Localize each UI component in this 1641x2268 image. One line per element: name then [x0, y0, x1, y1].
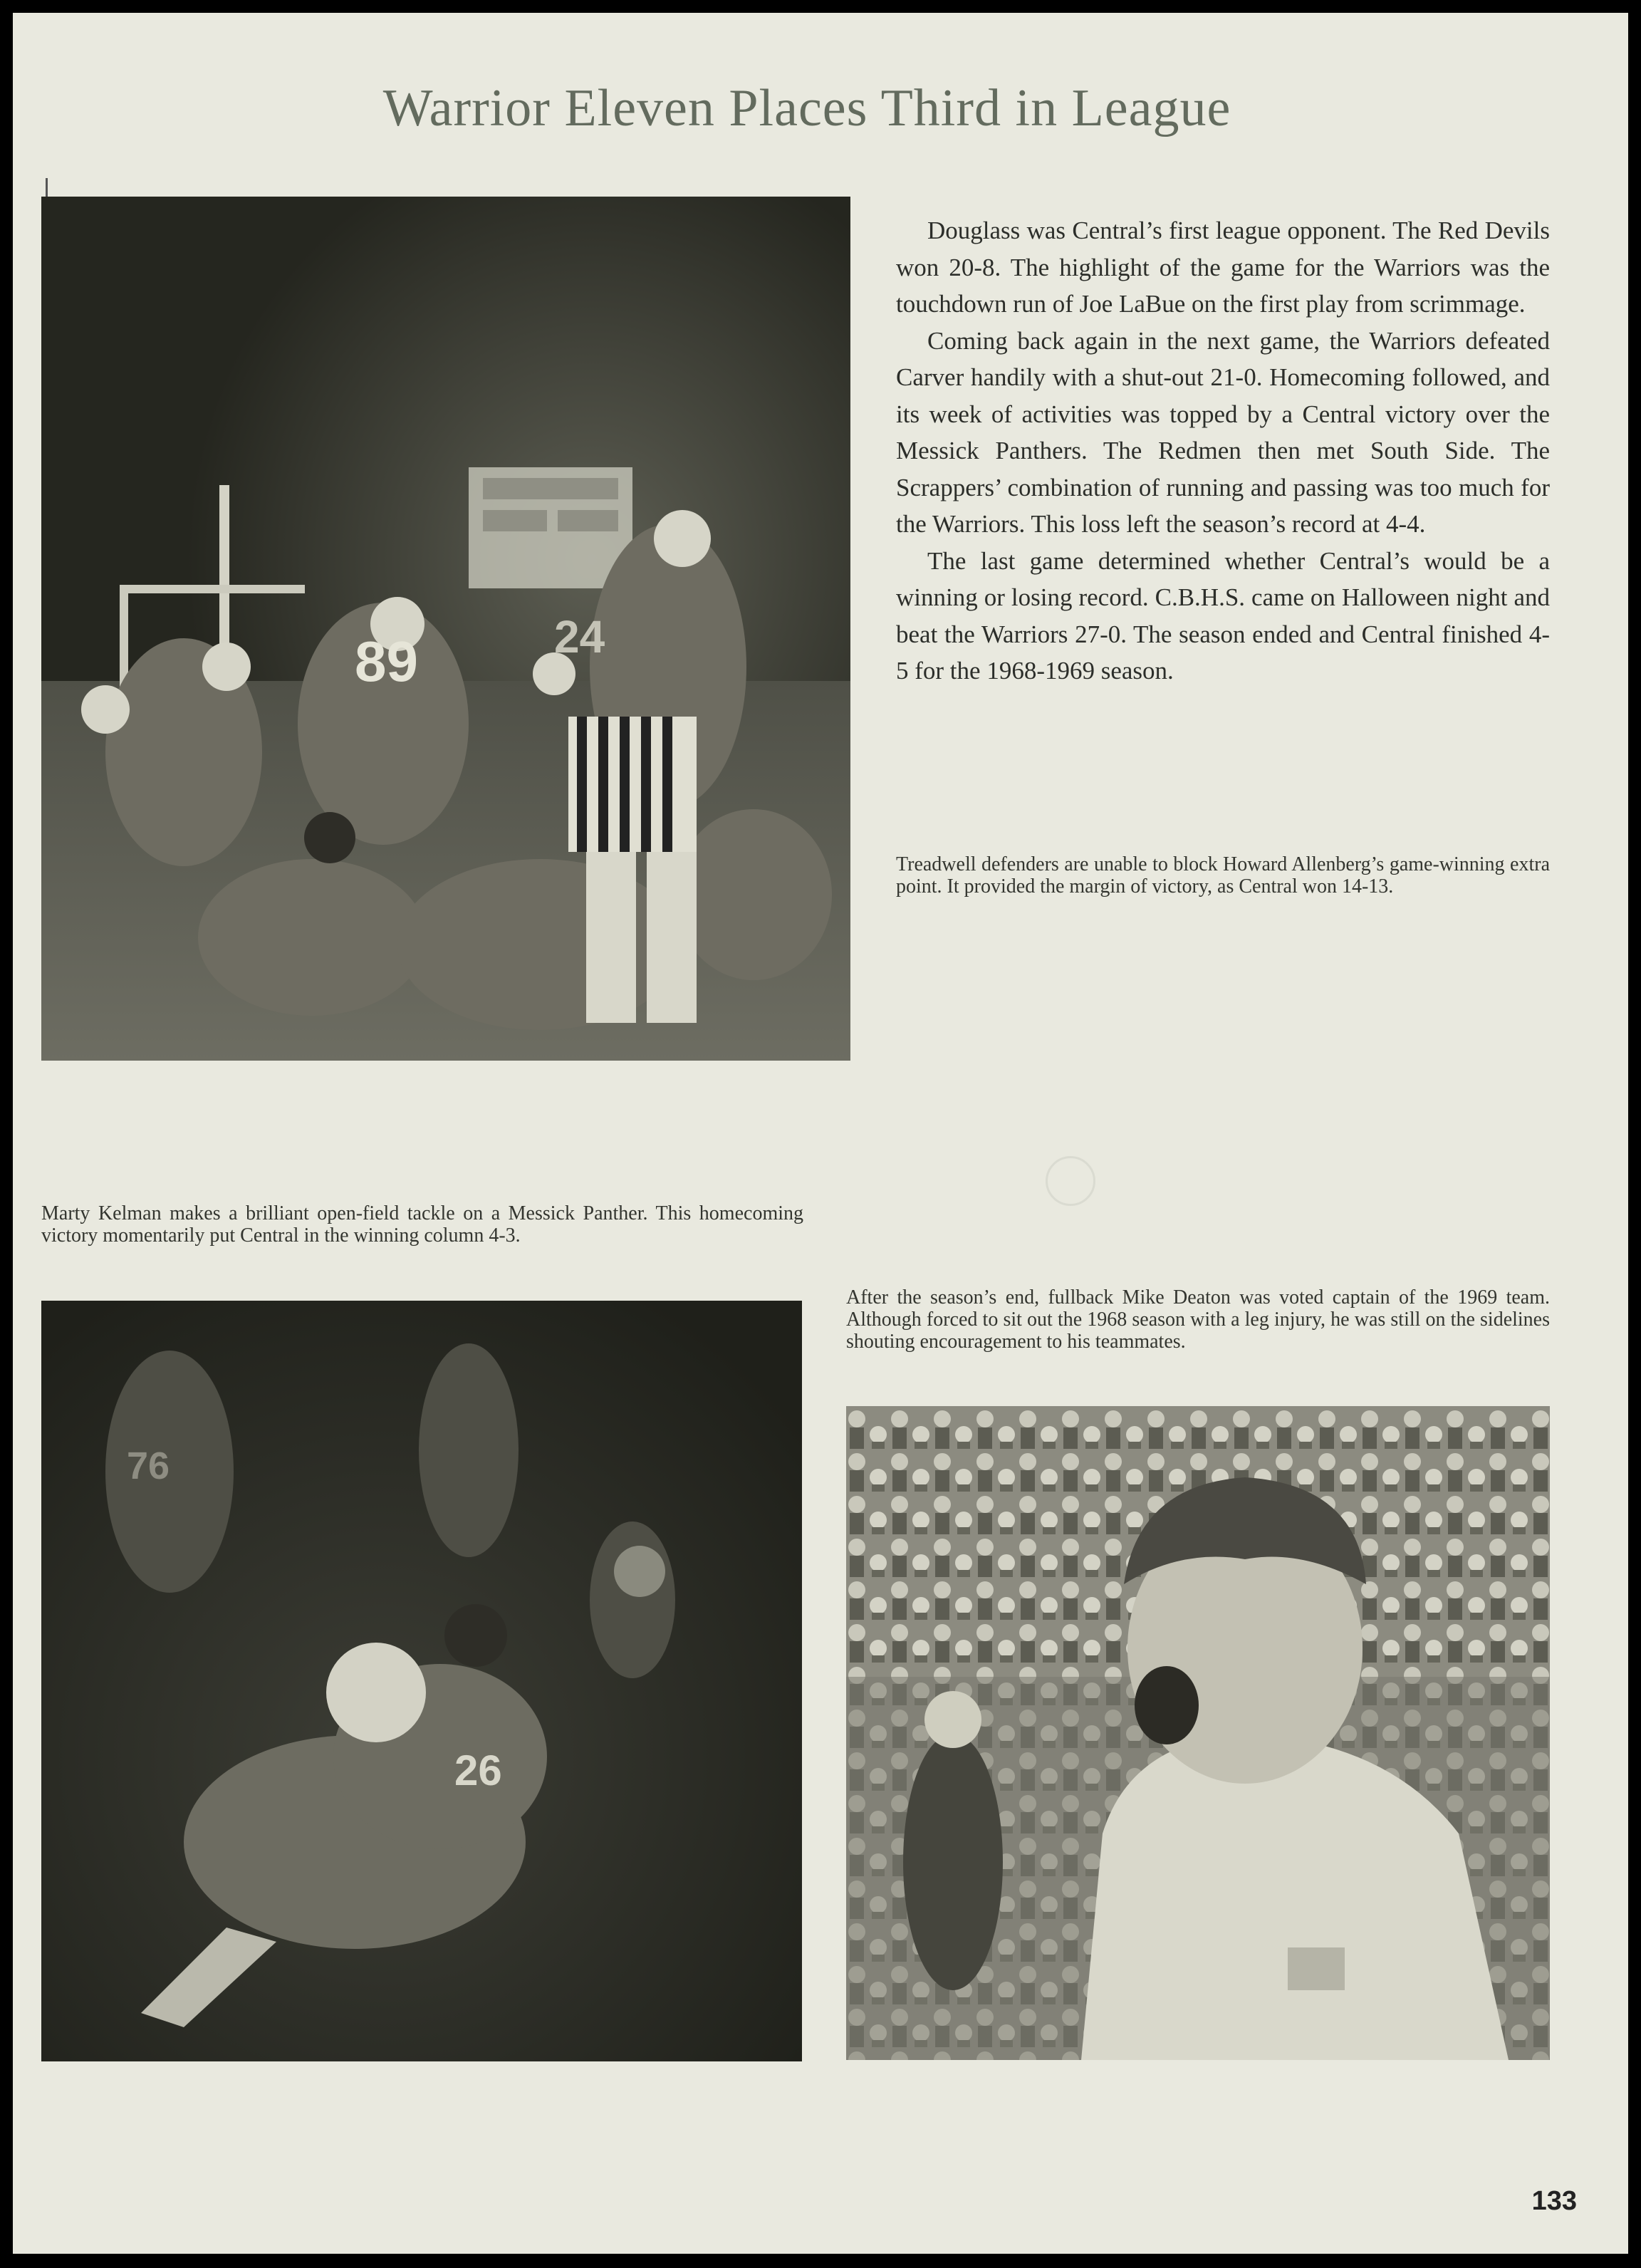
- jersey-number-26: 26: [454, 1747, 502, 1794]
- print-mark: [46, 178, 48, 198]
- photo-captain-sideline: [846, 1406, 1550, 2060]
- jersey-number-76: 76: [127, 1445, 170, 1487]
- photo-extra-point: [41, 197, 850, 1061]
- watermark-emblem: [1046, 1156, 1095, 1206]
- yearbook-page: [13, 13, 1628, 2254]
- article-body: [896, 212, 1550, 690]
- caption-extra-point: Treadwell defenders are unable to block Howard Allenberg’s game-winning extra point. It provided the margin of victory, as Central won 14-13.: [896, 853, 1550, 898]
- page-title: Warrior Eleven Places Third in League: [382, 79, 1231, 137]
- article-paragraph: Douglass was Central’s first league opponent. The Red Devils won 20-8. The highlight of the game for the Warriors was the touchdown run of Joe LaBue on the first play from scrimmage.: [896, 217, 1550, 318]
- page-number: 133: [1531, 2186, 1577, 2216]
- jersey-number-89: 89: [355, 630, 418, 693]
- photo-tackle: [41, 1301, 802, 2061]
- caption-tackle: Marty Kelman makes a brilliant open-field tackle on a Messick Panther. This homecoming victory momentarily put Central in the winning column 4-3.: [41, 1202, 803, 1247]
- article-paragraph: Coming back again in the next game, the Warriors defeated Carver handily with a shut-out 21-0. Homecoming followed, and its week of activities was topped by a Central victory over the Messick Panthers. The Redmen then met South Side. The Scrappers’ combination of running and passing was too much for the Warriors. This loss left the season’s record at 4-4.: [896, 326, 1550, 538]
- caption-captain: After the season’s end, fullback Mike Deaton was voted captain of the 1969 team. Although forced to sit out the 1968 season with a leg injury, he was still on the sidelines shouting encouragement to his teammates.: [846, 1286, 1550, 1353]
- article-paragraph: The last game determined whether Central’s would be a winning or losing record. C.B.H.S. came on Halloween night and beat the Warriors 27-0. The season ended and Central finished 4-5 for the 1968-1969 season.: [896, 546, 1550, 685]
- jersey-number-24: 24: [554, 611, 605, 662]
